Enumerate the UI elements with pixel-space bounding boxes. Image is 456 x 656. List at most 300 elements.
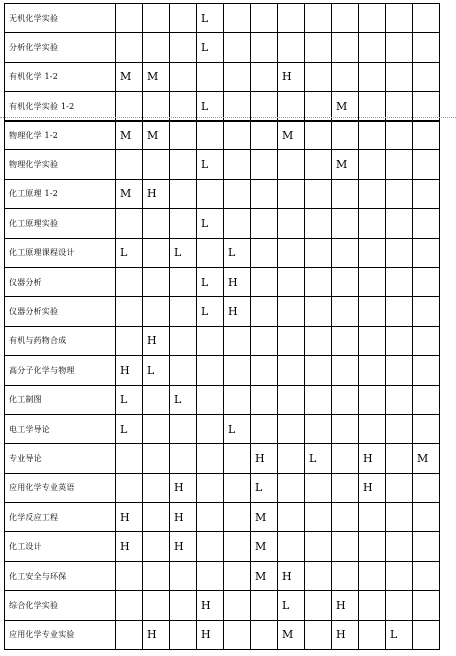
support-level-cell [413,620,440,649]
support-level-cell [143,209,170,238]
support-level-cell [413,297,440,326]
support-level-cell [305,297,332,326]
support-level-cell [359,150,386,179]
support-level-cell: H [197,591,224,620]
support-level-cell [359,532,386,561]
support-level-cell: H [143,620,170,649]
support-level-cell [170,620,197,649]
support-level-cell: H [170,532,197,561]
support-level-cell [251,121,278,150]
support-level-cell [197,326,224,355]
support-level-cell [278,297,305,326]
support-level-cell [278,326,305,355]
support-level-cell [116,209,143,238]
support-level-cell [116,591,143,620]
support-level-cell [413,62,440,91]
support-level-cell [170,4,197,33]
support-level-cell [332,356,359,385]
support-level-cell [332,414,359,443]
support-level-cell [143,150,170,179]
table-row [5,150,440,179]
course-name-cell: 专业导论 [5,444,116,473]
support-level-cell [305,591,332,620]
support-level-cell: L [197,33,224,62]
support-level-cell [224,620,251,649]
support-level-cell [305,414,332,443]
table-row [5,385,440,414]
support-level-cell [143,503,170,532]
support-level-cell [359,561,386,590]
support-level-cell [224,561,251,590]
support-level-cell [386,297,413,326]
support-level-cell [332,503,359,532]
support-level-cell [224,444,251,473]
support-level-cell: H [251,444,278,473]
support-level-cell: M [332,150,359,179]
support-level-cell [197,561,224,590]
support-level-cell [305,503,332,532]
support-level-cell [386,150,413,179]
support-level-cell [359,326,386,355]
support-level-cell [413,414,440,443]
table-row [5,532,440,561]
course-matrix-table-part-1 [4,3,440,122]
support-level-cell [170,150,197,179]
support-level-cell [224,4,251,33]
support-level-cell: M [332,92,359,121]
support-level-cell [332,209,359,238]
support-level-cell [413,150,440,179]
support-level-cell [197,62,224,91]
support-level-cell [116,326,143,355]
support-level-cell [332,385,359,414]
support-level-cell [251,209,278,238]
support-level-cell: H [170,503,197,532]
support-level-cell [197,473,224,502]
table-row [5,33,440,62]
support-level-cell [278,33,305,62]
support-level-cell [332,532,359,561]
support-level-cell: L [197,4,224,33]
support-level-cell [197,503,224,532]
support-level-cell [359,121,386,150]
support-level-cell [413,326,440,355]
support-level-cell [251,356,278,385]
support-level-cell [143,297,170,326]
support-level-cell: L [143,356,170,385]
support-level-cell: H [359,444,386,473]
support-level-cell [251,179,278,208]
table-row [5,444,440,473]
support-level-cell [413,267,440,296]
support-level-cell [251,4,278,33]
support-level-cell [224,33,251,62]
support-level-cell: L [305,444,332,473]
support-level-cell [386,591,413,620]
support-level-cell: L [386,620,413,649]
support-level-cell: M [116,62,143,91]
support-level-cell [305,238,332,267]
support-level-cell [143,267,170,296]
support-level-cell [170,444,197,473]
support-level-cell [305,473,332,502]
support-level-cell [224,473,251,502]
support-level-cell: L [197,209,224,238]
support-level-cell: M [278,121,305,150]
support-level-cell: H [143,326,170,355]
support-level-cell [305,267,332,296]
support-level-cell [386,121,413,150]
support-level-cell [332,267,359,296]
course-name-cell: 化工安全与环保 [5,561,116,590]
support-level-cell [224,385,251,414]
course-name-cell: 仪器分析实验 [5,297,116,326]
support-level-cell [413,121,440,150]
support-level-cell [386,414,413,443]
support-level-cell [359,62,386,91]
support-level-cell [251,33,278,62]
support-level-cell [359,591,386,620]
table-row [5,473,440,502]
support-level-cell [413,356,440,385]
support-level-cell [305,4,332,33]
support-level-cell [386,356,413,385]
support-level-cell [224,179,251,208]
support-level-cell: L [197,92,224,121]
support-level-cell: L [224,238,251,267]
table-row [5,326,440,355]
support-level-cell: L [251,473,278,502]
course-name-cell: 化工设计 [5,532,116,561]
course-name-cell: 化工原理实验 [5,209,116,238]
support-level-cell [251,620,278,649]
support-level-cell [305,179,332,208]
support-level-cell [386,326,413,355]
support-level-cell [332,179,359,208]
support-level-cell [224,532,251,561]
support-level-cell [413,4,440,33]
course-name-cell: 分析化学实验 [5,33,116,62]
support-level-cell [305,62,332,91]
support-level-cell [278,267,305,296]
support-level-cell [143,4,170,33]
course-name-cell: 应用化学专业英语 [5,473,116,502]
support-level-cell [224,121,251,150]
support-level-cell: H [224,297,251,326]
support-level-cell [143,444,170,473]
support-level-cell [278,385,305,414]
support-level-cell [359,356,386,385]
support-level-cell: M [251,532,278,561]
support-level-cell [278,532,305,561]
course-name-cell: 物理化学 1-2 [5,121,116,150]
support-level-cell [359,385,386,414]
course-name-cell: 物理化学实验 [5,150,116,179]
support-level-cell [197,414,224,443]
support-level-cell [413,473,440,502]
support-level-cell [170,209,197,238]
support-level-cell: M [143,121,170,150]
support-level-cell [197,385,224,414]
table-row [5,414,440,443]
support-level-cell [278,179,305,208]
table-row [5,297,440,326]
support-level-cell [143,473,170,502]
support-level-cell [116,4,143,33]
support-level-cell [116,561,143,590]
support-level-cell [413,33,440,62]
support-level-cell [359,33,386,62]
support-level-cell [359,620,386,649]
support-level-cell [278,356,305,385]
support-level-cell [143,532,170,561]
support-level-cell [251,150,278,179]
support-level-cell [386,444,413,473]
support-level-cell [305,561,332,590]
course-matrix-table-part-2 [4,120,440,650]
support-level-cell [332,561,359,590]
support-level-cell [143,33,170,62]
support-level-cell [332,326,359,355]
support-level-cell [305,532,332,561]
support-level-cell [359,503,386,532]
support-level-cell [386,209,413,238]
support-level-cell [278,209,305,238]
support-level-cell: L [116,385,143,414]
support-level-cell: M [251,503,278,532]
support-level-cell [197,532,224,561]
support-level-cell [170,561,197,590]
support-level-cell [332,473,359,502]
support-level-cell: H [170,473,197,502]
support-level-cell [170,267,197,296]
support-level-cell [305,326,332,355]
support-level-cell: L [170,385,197,414]
support-level-cell [170,297,197,326]
support-level-cell [359,4,386,33]
support-level-cell [359,414,386,443]
support-level-cell [413,209,440,238]
support-level-cell: M [143,62,170,91]
support-level-cell [386,385,413,414]
course-name-cell: 仪器分析 [5,267,116,296]
support-level-cell: H [359,473,386,502]
support-level-cell [332,33,359,62]
support-level-cell [197,444,224,473]
support-level-cell [170,62,197,91]
course-name-cell: 化学反应工程 [5,503,116,532]
support-level-cell [332,62,359,91]
support-level-cell [332,238,359,267]
support-level-cell [224,326,251,355]
support-level-cell [251,385,278,414]
support-level-cell: H [116,532,143,561]
support-level-cell [305,33,332,62]
table-row [5,62,440,91]
support-level-cell [413,385,440,414]
support-level-cell [224,209,251,238]
support-level-cell [170,356,197,385]
support-level-cell [197,356,224,385]
course-name-cell: 无机化学实验 [5,4,116,33]
course-name-cell: 综合化学实验 [5,591,116,620]
support-level-cell: L [224,414,251,443]
table-row [5,620,440,649]
support-level-cell [224,503,251,532]
support-level-cell: L [197,150,224,179]
support-level-cell: H [332,620,359,649]
support-level-cell [224,150,251,179]
support-level-cell [359,238,386,267]
support-level-cell: H [278,561,305,590]
support-level-cell [170,179,197,208]
support-level-cell [332,121,359,150]
support-level-cell [413,179,440,208]
support-level-cell [224,356,251,385]
course-name-cell: 应用化学专业实验 [5,620,116,649]
support-level-cell [170,326,197,355]
support-level-cell [305,150,332,179]
support-level-cell [170,414,197,443]
support-level-cell [170,33,197,62]
support-level-cell [278,150,305,179]
support-level-cell [305,356,332,385]
support-level-cell [278,4,305,33]
table-row [5,238,440,267]
support-level-cell [332,297,359,326]
support-level-cell [386,238,413,267]
support-level-cell [143,414,170,443]
support-level-cell [359,179,386,208]
support-level-cell [197,121,224,150]
support-level-cell [305,385,332,414]
support-level-cell [197,179,224,208]
support-level-cell [359,267,386,296]
support-level-cell: H [116,503,143,532]
support-level-cell [413,561,440,590]
course-name-cell: 高分子化学与物理 [5,356,116,385]
support-level-cell [305,121,332,150]
support-level-cell [305,209,332,238]
support-level-cell [413,532,440,561]
support-level-cell [305,620,332,649]
support-level-cell [116,267,143,296]
support-level-cell [116,297,143,326]
table-row [5,503,440,532]
support-level-cell [224,591,251,620]
support-level-cell [359,209,386,238]
support-level-cell [251,326,278,355]
support-level-cell [251,62,278,91]
support-level-cell: H [224,267,251,296]
support-level-cell: H [278,62,305,91]
support-level-cell [278,238,305,267]
support-level-cell [413,591,440,620]
course-name-cell: 有机化学实验 1-2 [5,92,116,121]
support-level-cell [143,591,170,620]
table-row [5,591,440,620]
support-level-cell [386,473,413,502]
support-level-cell [143,561,170,590]
support-level-cell [116,33,143,62]
table-row [5,179,440,208]
support-level-cell [386,267,413,296]
support-level-cell [251,238,278,267]
support-level-cell [197,238,224,267]
support-level-cell: H [197,620,224,649]
course-name-cell: 电工学导论 [5,414,116,443]
support-level-cell [386,33,413,62]
page-break-line [0,117,456,118]
table-row [5,121,440,150]
support-level-cell [386,62,413,91]
course-name-cell: 化工制图 [5,385,116,414]
support-level-cell: M [278,620,305,649]
support-level-cell [332,4,359,33]
support-level-cell: L [170,238,197,267]
support-level-cell [143,385,170,414]
support-level-cell [386,503,413,532]
support-level-cell [359,297,386,326]
support-level-cell [278,414,305,443]
support-level-cell [224,62,251,91]
support-level-cell [251,267,278,296]
support-level-cell [278,473,305,502]
support-level-cell [386,179,413,208]
support-level-cell [278,444,305,473]
support-level-cell: L [116,238,143,267]
support-level-cell [143,238,170,267]
support-level-cell [116,620,143,649]
support-level-cell: H [332,591,359,620]
support-level-cell: L [197,267,224,296]
course-name-cell: 化工原理 1-2 [5,179,116,208]
support-level-cell [413,503,440,532]
support-level-cell: H [116,356,143,385]
support-level-cell: M [116,179,143,208]
course-name-cell: 有机化学 1-2 [5,62,116,91]
support-level-cell: L [197,297,224,326]
support-level-cell [170,121,197,150]
support-level-cell: L [116,414,143,443]
course-name-cell: 有机与药物合成 [5,326,116,355]
support-level-cell: M [116,121,143,150]
support-level-cell [116,150,143,179]
table-row [5,267,440,296]
support-level-cell [413,238,440,267]
support-level-cell [116,444,143,473]
course-name-cell: 化工原理课程设计 [5,238,116,267]
support-level-cell [251,414,278,443]
support-level-cell [332,444,359,473]
support-level-cell [386,561,413,590]
support-level-cell [278,503,305,532]
support-level-cell [386,532,413,561]
support-level-cell: H [143,179,170,208]
table-row [5,561,440,590]
support-level-cell: L [278,591,305,620]
support-level-cell [170,591,197,620]
support-level-cell [386,4,413,33]
support-level-cell [251,297,278,326]
table-row [5,209,440,238]
support-level-cell: M [251,561,278,590]
table-row [5,356,440,385]
support-level-cell [116,473,143,502]
support-level-cell: M [413,444,440,473]
support-level-cell [251,591,278,620]
table-row [5,4,440,33]
